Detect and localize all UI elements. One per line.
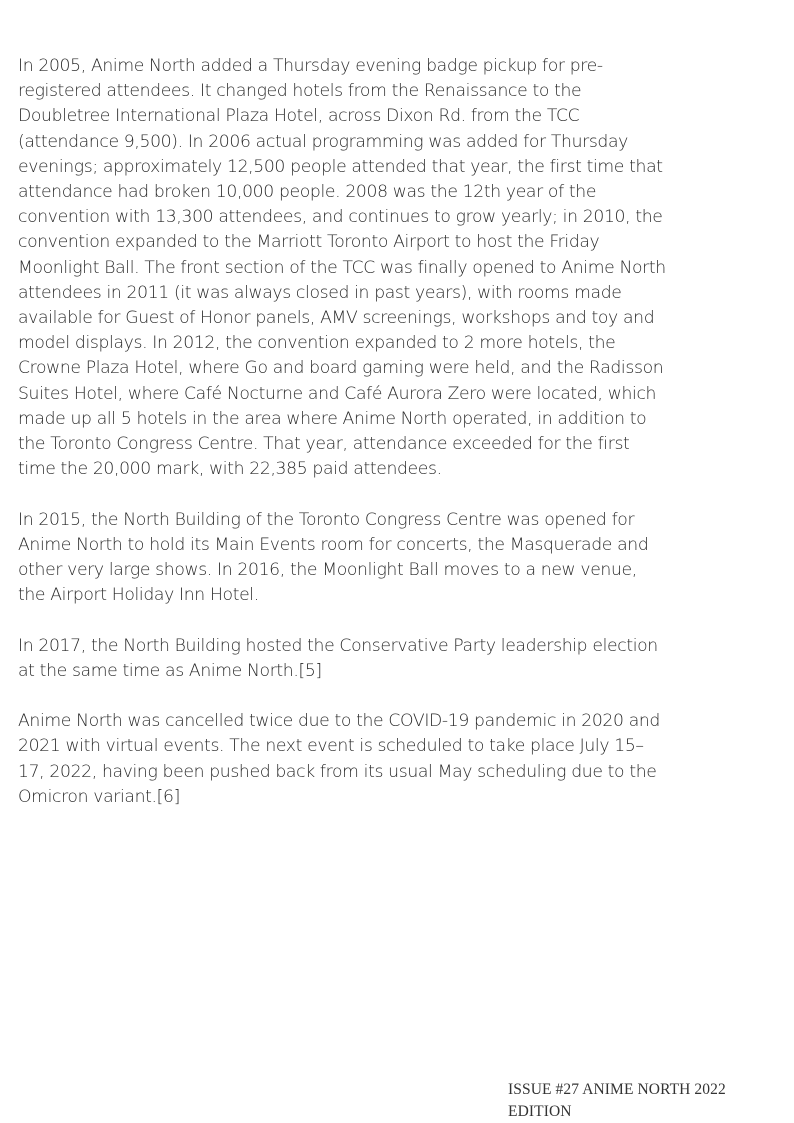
article-body <box>18 54 668 835</box>
article-paragraph: Anime North was cancelled twice due to the COVID-19 pandemic in 2020 and 2021 with virtual events. The next event is scheduled to take place July 15–17, 2022, having been pushed back from its usual May scheduling due to the Omicron variant.[6] <box>18 711 660 807</box>
article-paragraph: In 2017, the North Building hosted the Conservative Party leadership election at the same time as Anime North.[5] <box>18 635 658 681</box>
article-paragraph: In 2015, the North Building of the Toronto Congress Centre was opened for Anime North to hold its Main Events room for concerts, the Masquerade and other very large shows. In 2016, the Moonlight Ball moves to a new venue, the Airport Holiday Inn Hotel. <box>18 509 649 606</box>
issue-footer: ISSUE #27 ANIME NORTH 2022 EDITION <box>508 1081 726 1120</box>
article-paragraph: In 2005, Anime North added a Thursday evening badge pickup for pre-registered attendees. It changed hotels from the Renaissance to the Doubletree International Plaza Hotel, across Dixon Rd. from the TCC (attendance 9,500). In 2006 actual programming was added for Thursday evenings; approximately 12,500 people attended that year, the first time that attendance had broken 10,000 people. 2008 was the 12th year of the convention with 13,300 attendees, and continues to grow yearly; in 2010, the convention expanded to the Marriott Toronto Airport to host the Friday Moonlight Ball. The front section of the TCC was finally opened to Anime North attendees in 2011 (it was always closed in past years), with rooms made available for Guest of Honor panels, AMV screenings, workshops and toy and model displays. In 2012, the convention expanded to 2 more hotels, the Crowne Plaza Hotel, where Go and board gaming were held, and the Radisson Suites Hotel, where Café Nocturne and Café Aurora Zero were located, which made up all 5 hotels in the area where Anime North operated, in addition to the Toronto Congress Centre. That year, attendance exceeded for the first time the 20,000 mark, with 22,385 paid attendees. <box>18 56 666 480</box>
